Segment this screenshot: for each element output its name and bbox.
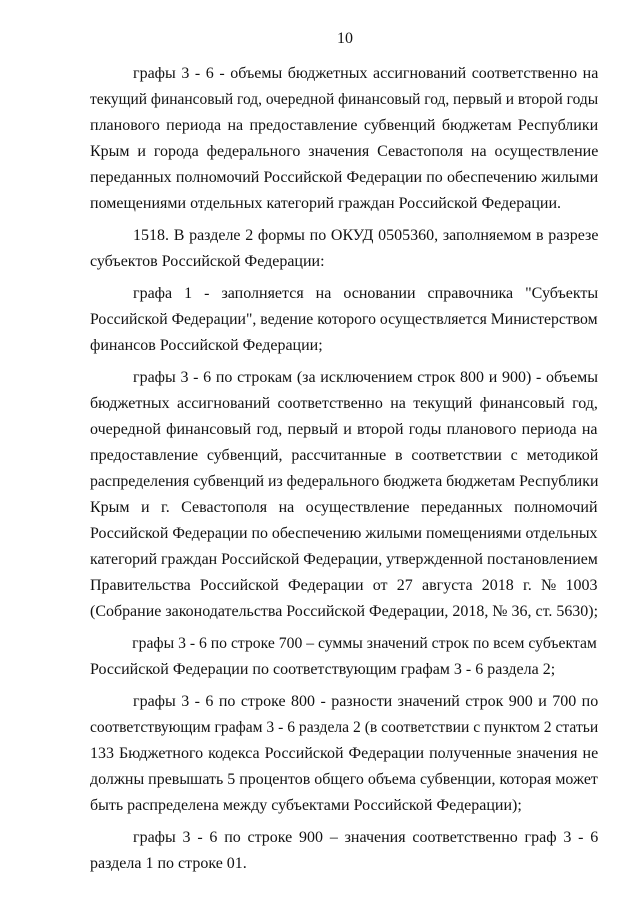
- text-line: графа 1 - заполняется на основании справочника "Субъекты: [133, 285, 599, 302]
- text-line: Правительства Российской Федерации от 27 августа 2018 г. № 1003: [90, 577, 598, 594]
- text-line: планового периода на предоставление субвенций бюджетам Республики: [90, 117, 599, 134]
- text-line: быть распределена между субъектами Российской Федерации);: [90, 797, 522, 814]
- text-line: текущий финансовый год, очередной финансовый год, первый и второй годы: [90, 91, 599, 108]
- text-line: графы 3 - 6 - объемы бюджетных ассигнований соответственно на: [133, 65, 599, 82]
- text-line: графы 3 - 6 по строке 700 – суммы значений строк по всем субъектам: [132, 635, 597, 652]
- text-line: графы 3 - 6 по строке 900 – значения соответственно граф 3 - 6: [133, 829, 599, 846]
- document-body: [90, 61, 598, 883]
- text-line: должны превышать 5 процентов общего объема субвенции, которая может: [90, 771, 598, 788]
- text-line: графы 3 - 6 по строкам (за исключением строк 800 и 900) - объемы: [133, 369, 598, 386]
- text-line: графы 3 - 6 по строке 800 - разности значений строк 900 и 700 по: [133, 693, 599, 710]
- text-line: категорий граждан Российской Федерации, утвержденной постановлением: [90, 551, 598, 568]
- text-line: субъектов Российской Федерации:: [90, 253, 325, 270]
- text-line: распределения субвенций из федерального бюджета бюджетам Республики: [90, 473, 599, 490]
- text-line: (Собрание законодательства Российской Федерации, 2018, № 36, ст. 5630);: [90, 603, 599, 620]
- text-line: очередной финансовый год, первый и второй годы планового периода на: [90, 421, 598, 438]
- paragraph-graphs-3-6-volumes: [90, 61, 598, 217]
- paragraph-graphs-3-6-by-rows: [90, 365, 598, 625]
- text-line: помещениями отдельных категорий граждан Российской Федерации.: [90, 195, 562, 212]
- paragraph-row-900: [90, 825, 598, 877]
- text-line: Крым и г. Севастополя на осуществление переданных полномочий: [90, 499, 598, 516]
- paragraph-graph-1: [90, 281, 598, 359]
- text-line: предоставление субвенций, рассчитанные в соответствии с методикой: [90, 447, 599, 464]
- paragraph-1518: [90, 223, 598, 275]
- paragraph-row-800: [90, 689, 598, 819]
- page-number: 10: [337, 30, 353, 47]
- text-line: финансов Российской Федерации;: [90, 337, 323, 354]
- text-line: Российской Федерации по соответствующим графам 3 - 6 раздела 2;: [90, 661, 556, 678]
- paragraph-row-700: [90, 631, 598, 683]
- text-line: 1518. В разделе 2 формы по ОКУД 0505360, заполняемом в разрезе: [133, 227, 599, 244]
- text-line: Крым и города федерального значения Севастополя на осуществление: [90, 143, 599, 160]
- text-line: раздела 1 по строке 01.: [90, 855, 247, 872]
- text-line: соответствующим графам 3 - 6 раздела 2 (в соответствии с пунктом 2 статьи: [90, 719, 599, 736]
- text-line: 133 Бюджетного кодекса Российской Федерации полученные значения не: [90, 745, 599, 762]
- text-line: Российской Федерации по обеспечению жилыми помещениями отдельных: [90, 525, 598, 542]
- text-line: бюджетных ассигнований соответственно на текущий финансовый год,: [90, 395, 598, 412]
- text-line: Российской Федерации", ведение которого осуществляется Министерством: [90, 311, 598, 328]
- text-line: переданных полномочий Российской Федерации по обеспечению жилыми: [90, 169, 599, 186]
